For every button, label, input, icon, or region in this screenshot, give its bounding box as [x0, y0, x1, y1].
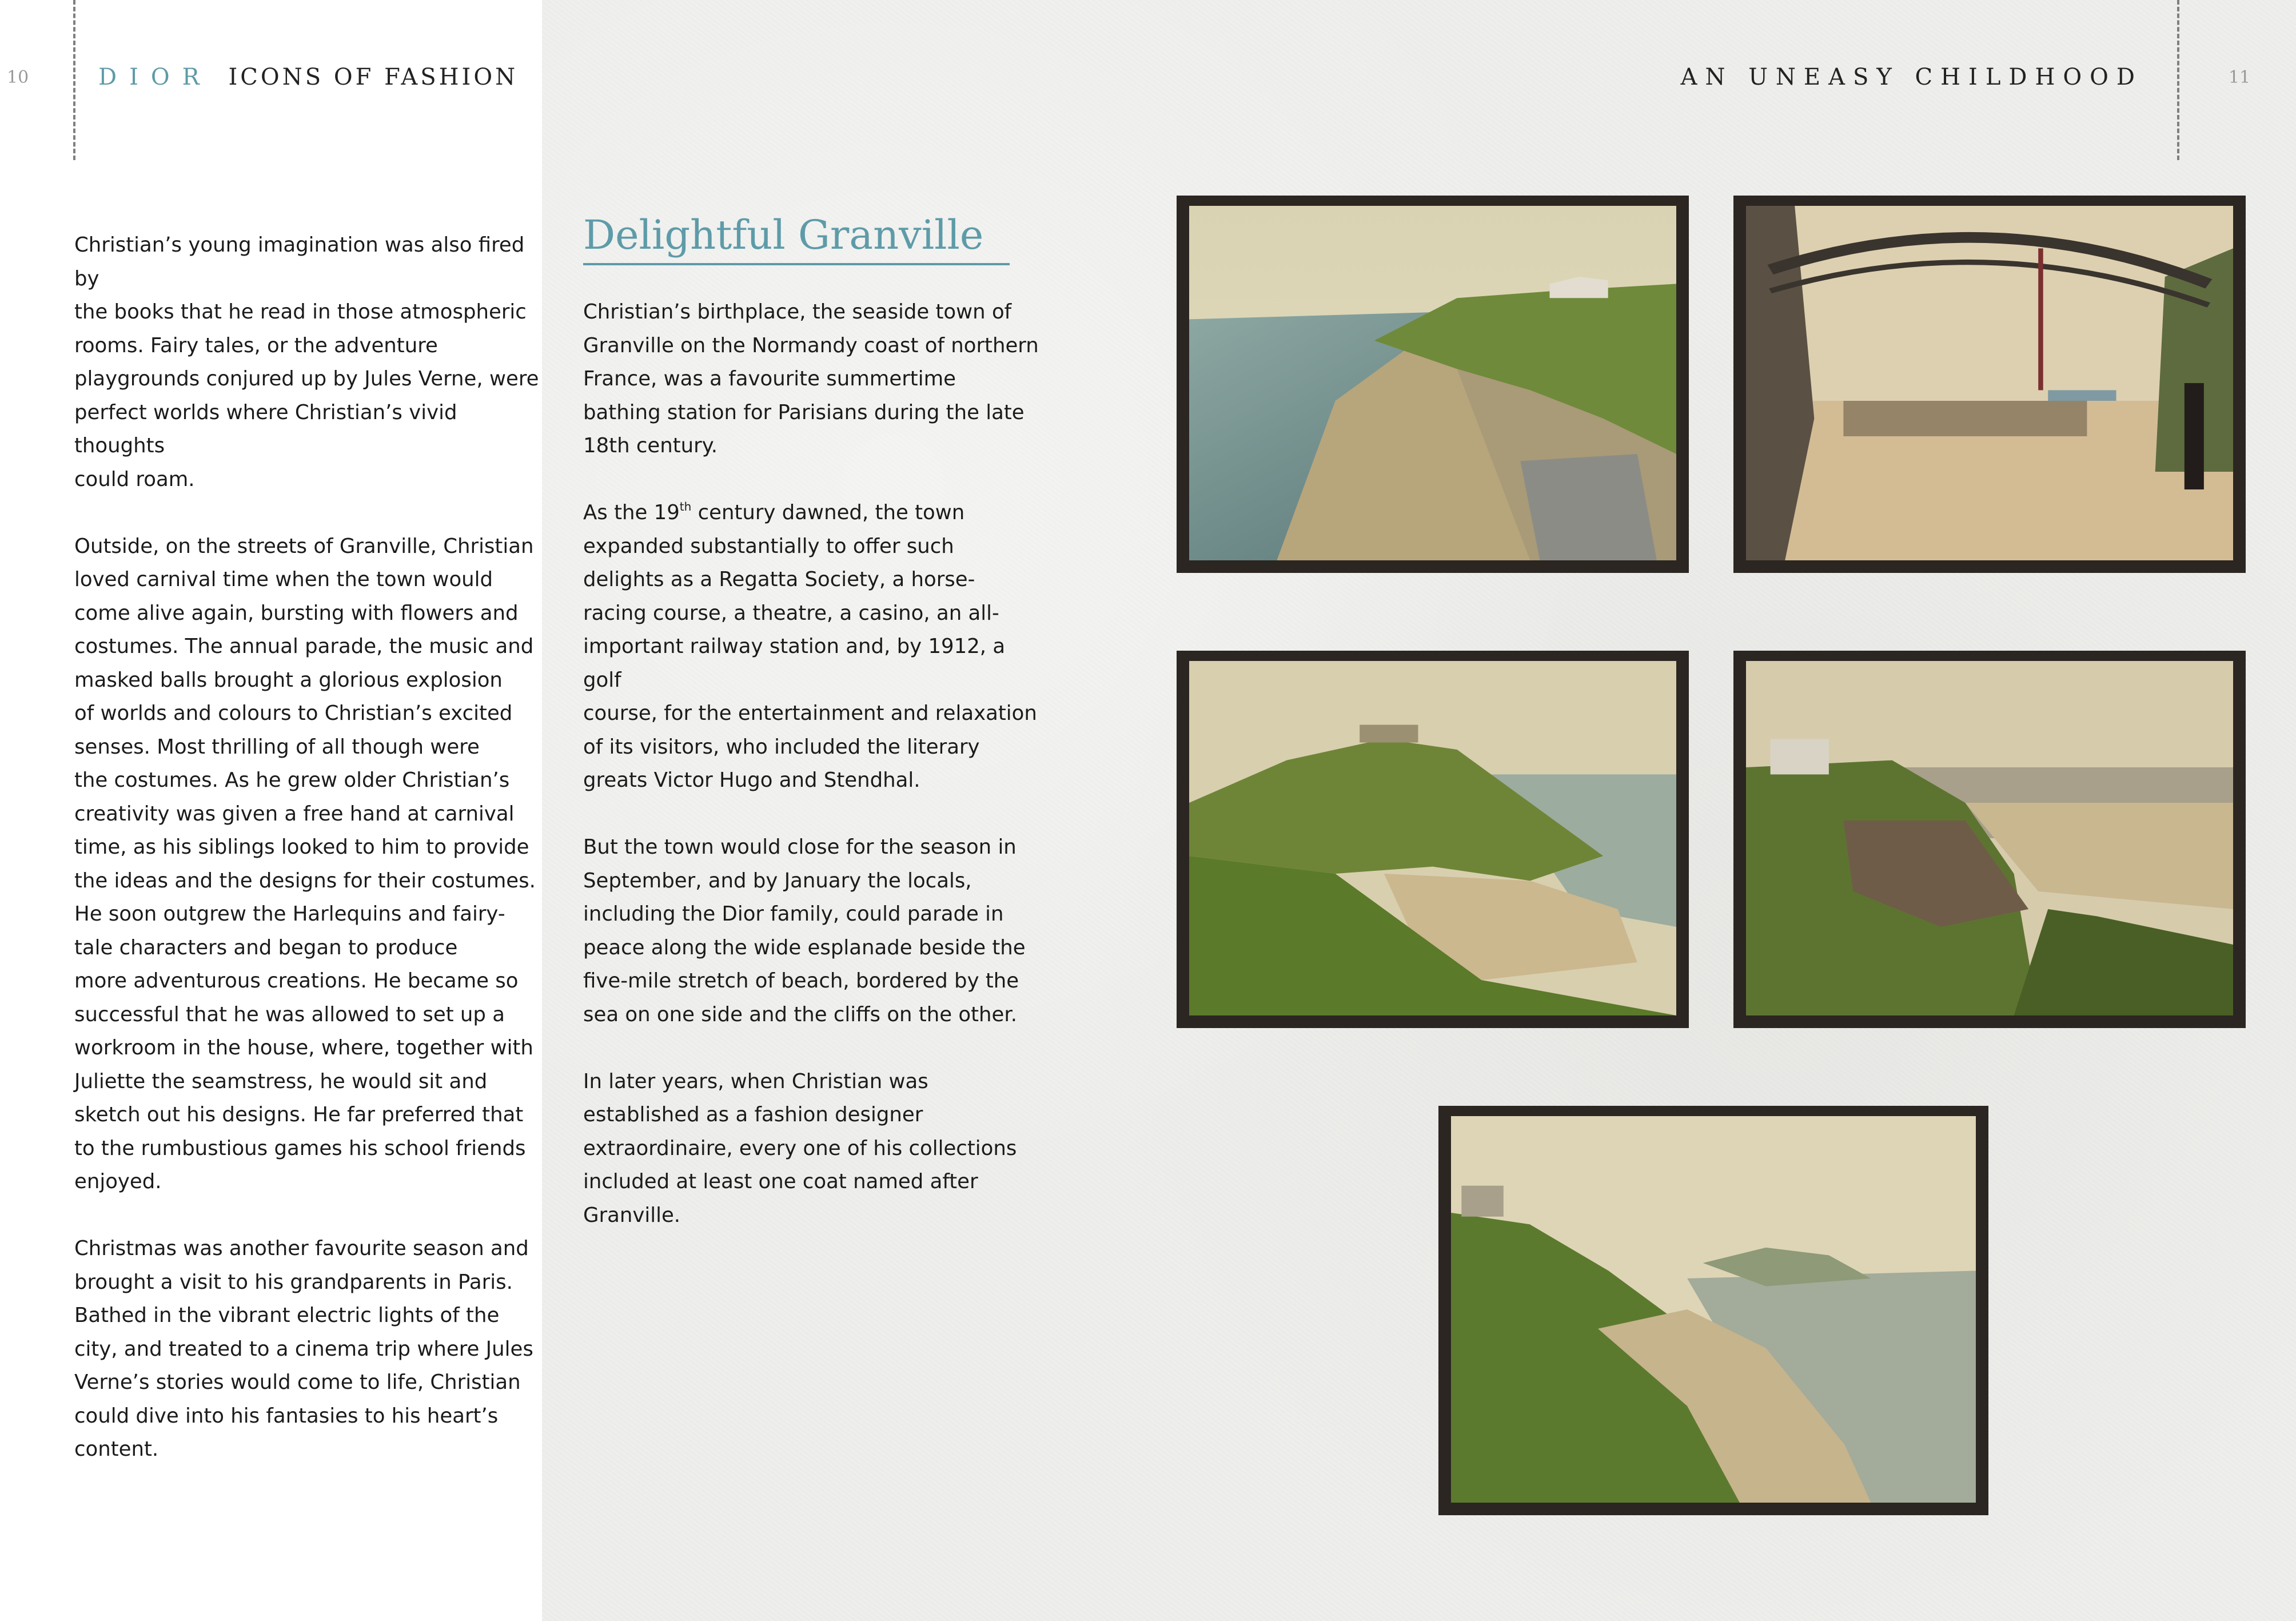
century-text-rest: century dawned, the town expanded substantially to offer such delights as a Regatta Society, a horse- racing course, a theatre, a casino, an all- important railway station and, by 1912, a golf course, for the entertainment and relaxation of its visitors, who included the literary greats Victor Hugo and Stendhal. — [583, 501, 1037, 792]
middle-paragraph: But the town would close for the season in September, and by January the locals, including the Dior family, could parade in peace along the wide esplanade beside the five-mile stretch of beach, bordered by the sea on one side and the cliffs on the other. — [583, 835, 1026, 1026]
photo-granville-headland — [1177, 651, 1689, 1028]
ordinal-superscript: th — [679, 500, 692, 514]
right-page-number: 11 — [2229, 67, 2251, 87]
middle-paragraph-century — [583, 496, 1041, 798]
photo-granville-bridge — [1733, 196, 2246, 573]
century-text-start: As the 19 — [583, 501, 680, 524]
left-paragraph: Christian’s young imagination was also fired by the books that he read in those atmospheric rooms. Fairy tales, or the adventure playgrounds conjured up by Jules Verne, were perfect worlds where Christian’s vivid thoughts could roam. — [74, 233, 539, 491]
photo-granville-coast — [1177, 196, 1689, 573]
middle-paragraph: Christian’s birthplace, the seaside town of Granville on the Normandy coast of northern France, was a favourite summertime bathing station for Parisians during the late 18th century. — [583, 300, 1039, 457]
photo-town-scene — [1746, 661, 2233, 1015]
photo-headland-scene — [1189, 661, 1676, 1015]
photo-granville-cliffs — [1438, 1106, 1988, 1515]
photo-coast-scene — [1189, 206, 1676, 560]
brand-name: DIOR — [98, 64, 212, 90]
middle-text-column — [583, 296, 1041, 1266]
left-page-number: 10 — [7, 67, 29, 87]
photo-granville-town — [1733, 651, 2246, 1028]
right-dashed-rule — [2177, 0, 2179, 160]
middle-paragraph: In later years, when Christian was established as a fashion designer extraordinaire, every one of his collections included at least one coat named after Granville. — [583, 1069, 1017, 1227]
photo-bridge-scene — [1746, 206, 2233, 560]
left-dashed-rule — [73, 0, 75, 160]
left-text-column — [74, 229, 543, 1500]
section-heading: Delightful Granville — [583, 212, 1010, 265]
series-title: ICONS OF FASHION — [228, 64, 519, 90]
left-paragraph: Outside, on the streets of Granville, Christian loved carnival time when the town would come alive again, bursting with flowers and costumes. The annual parade, the music and masked balls brought a glorious explosion of worlds and colours to Christian’s excited senses. Most thrilling of all though were the costumes. As he grew older Christian’s creativity was given a free hand at carnival time, as his siblings looked to him to provide the ideas and the designs for their costumes. He soon outgrew the Harlequins and fairy- tale characters and began to produce more adventurous creations. He became so successful that he was allowed to set up a workroom in the house, where, together with Juliette the seamstress, he would sit and sketch out his designs. He far preferred that to the rumbustious games his school friends enjoyed. — [74, 534, 536, 1193]
right-running-head — [1681, 64, 2143, 90]
photo-cliffs-scene — [1451, 1116, 1976, 1503]
left-running-head — [98, 64, 518, 90]
chapter-title: AN UNEASY CHILDHOOD — [1680, 64, 2143, 90]
left-paragraph: Christmas was another favourite season and brought a visit to his grandparents in Paris. Bathed in the vibrant electric lights of the city, and treated to a cinema trip where Jules Verne’s stories would come to life, Christian could dive into his fantasies to his heart’s content. — [74, 1237, 533, 1461]
